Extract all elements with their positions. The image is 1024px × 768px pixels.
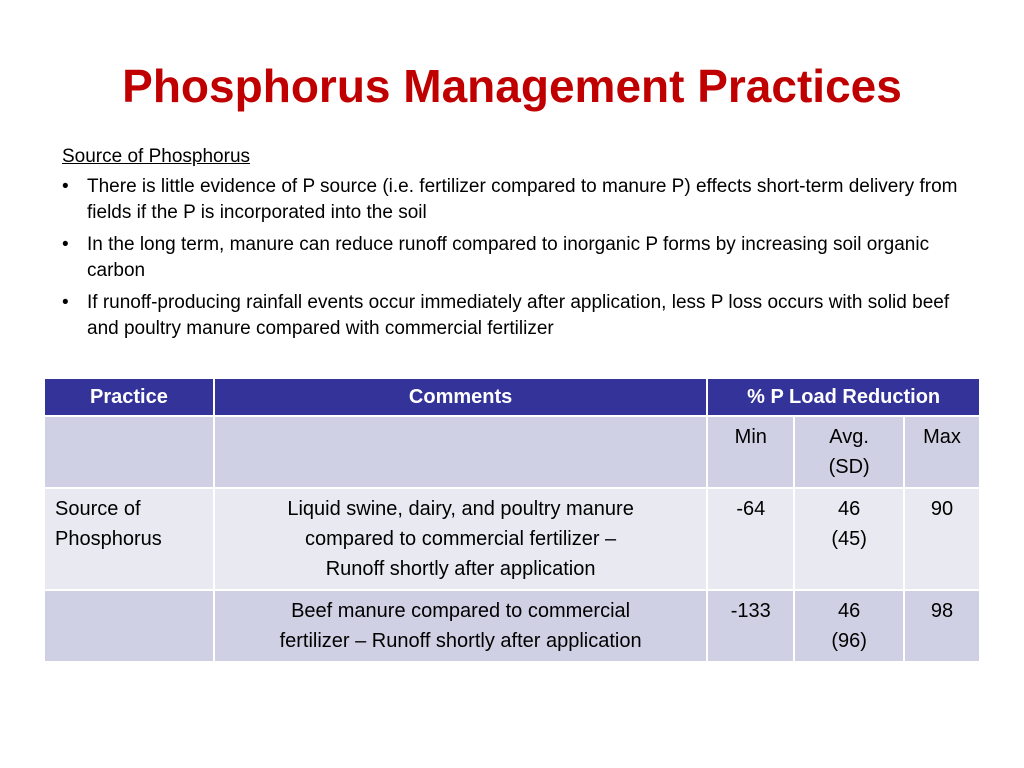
bullet-text: There is little evidence of P source (i.e. fertilizer compared to manure P) effects short-term delivery from fields if the P is incorporated into the soil — [87, 176, 958, 223]
comment-text: compared to commercial fertilizer – — [304, 528, 617, 550]
avg-cell — [794, 488, 904, 590]
min-cell: -133 — [707, 590, 794, 662]
bullet-item — [62, 290, 962, 342]
table-row — [44, 488, 980, 590]
comment-cell — [214, 590, 708, 662]
comment-text: Beef manure compared to commercial — [291, 600, 631, 622]
header-reduction: % P Load Reduction — [707, 378, 980, 416]
min-cell: -64 — [707, 488, 794, 590]
table-cell — [214, 416, 708, 488]
bullet-icon: • — [62, 176, 69, 197]
practice-text: Phosphorus — [55, 528, 162, 550]
subheader-sd-label: (SD) — [828, 456, 870, 478]
avg-value: 46 — [838, 600, 861, 622]
comment-cell — [214, 488, 708, 590]
page-title: Phosphorus Management Practices — [122, 60, 902, 112]
sd-value: (96) — [831, 630, 867, 652]
subheader-avg — [794, 416, 904, 488]
subheader-avg-label: Avg. — [829, 426, 869, 448]
table-subheader-row — [44, 416, 980, 488]
reduction-table — [43, 377, 981, 663]
bullet-text: In the long term, manure can reduce runoff compared to inorganic P forms by increasing soil organic carbon — [87, 234, 930, 281]
header-practice: Practice — [44, 378, 214, 416]
table-header-row — [44, 378, 980, 416]
practice-cell — [44, 488, 214, 590]
avg-value: 46 — [838, 498, 861, 520]
subheader-max: Max — [904, 416, 980, 488]
bullet-list — [62, 174, 962, 342]
sd-value: (45) — [831, 528, 867, 550]
avg-cell — [794, 590, 904, 662]
bullet-item — [62, 232, 962, 284]
section-subheading: Source of Phosphorus — [62, 146, 251, 167]
practice-cell — [44, 590, 214, 662]
comment-text: Liquid swine, dairy, and poultry manure — [287, 498, 634, 520]
comment-text: Runoff shortly after application — [325, 558, 596, 580]
table-row — [44, 590, 980, 662]
table-cell — [44, 416, 214, 488]
max-cell: 98 — [904, 590, 980, 662]
intro-section — [62, 144, 962, 348]
bullet-item — [62, 174, 962, 226]
subheader-min: Min — [707, 416, 794, 488]
bullet-icon: • — [62, 292, 69, 313]
max-cell: 90 — [904, 488, 980, 590]
bullet-icon: • — [62, 234, 69, 255]
practice-text: Source of — [55, 498, 141, 520]
header-comments: Comments — [214, 378, 708, 416]
comment-text: fertilizer – Runoff shortly after application — [279, 630, 642, 652]
bullet-text: If runoff-producing rainfall events occur immediately after application, less P loss occurs with solid beef and poultry manure compared with commercial fertilizer — [87, 292, 950, 339]
